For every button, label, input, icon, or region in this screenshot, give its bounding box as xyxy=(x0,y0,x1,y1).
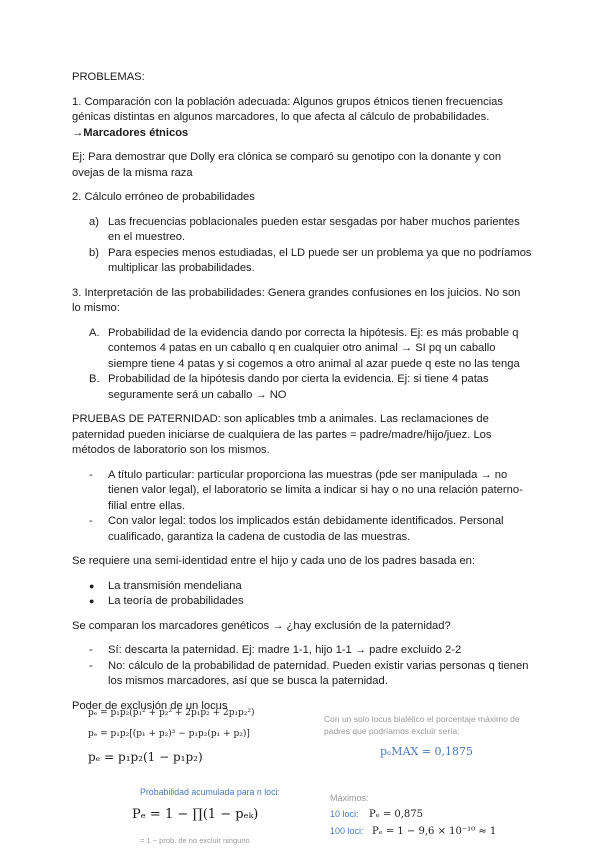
problem-3-list xyxy=(72,326,532,404)
max-10-loci: 10 loci: Pₑ = 0,875 xyxy=(330,809,424,820)
list-item: ● La teoría de probabilidades xyxy=(89,595,244,607)
max-100-loci: 100 loci: Pₑ = 1 − 9,6 × 10⁻¹⁰ ≈ 1 xyxy=(330,826,497,837)
semi-identity: Se requiere una semi-identidad entre el hijo y cada uno de los padres basada en: xyxy=(72,555,476,567)
problem-2-list xyxy=(72,215,532,277)
section-title: PROBLEMAS: xyxy=(72,71,145,83)
compare-list xyxy=(72,643,532,690)
problem-3: 3. Interpretación de las probabilidades: Genera grandes confusiones en los juicios. No son lo mismo: xyxy=(72,286,521,314)
list-item: B. Probabilidad de la hipótesis dando por cierta la evidencia. Ej: si tiene 4 patas seguramente será un caballo → NO xyxy=(89,373,489,401)
bullet-list xyxy=(72,579,532,610)
accumulated-equation: Pₑ = 1 − ∏(1 − pₑₖ) xyxy=(132,807,259,822)
list-item: b) Para especies menos estudiadas, el LD puede ser un problema ya que no podríamos multiplicar las probabilidades. xyxy=(89,246,532,274)
problem-1-example: Ej: Para demostrar que Dolly era clónica se comparó su genotipo con la donante y con ovejas de la misma raza xyxy=(72,151,502,179)
accumulated-title: Probabilidad acumulada para n loci: xyxy=(140,787,280,797)
exclusion-power-title: Poder de exclusión de un locus xyxy=(72,699,228,712)
equation-3: pₑ = p₁p₂(1 − p₁p₂) xyxy=(88,750,203,764)
problem-1-keyword: →Marcadores étnicos xyxy=(72,126,189,139)
list-item: - Con valor legal: todos los implicados están debidamente identificados. Personal cualificado, garantiza la cadena de custodia de las muestras. xyxy=(89,515,504,543)
problem-2: 2. Cálculo erróneo de probabilidades xyxy=(72,191,255,203)
list-item: a) Las frecuencias poblacionales pueden estar sesgadas por haber muchos parientes en el muestreo. xyxy=(89,215,520,243)
list-item: ● La transmisión mendeliana xyxy=(89,579,242,592)
list-item: - No: cálculo de la probabilidad de paternidad. Pueden existir varias personas q tienen los mismos marcadores, así que se busca la paternidad. xyxy=(89,659,529,687)
single-locus-note: Con un solo locus bialélico el porcentaje máximo de padres que podríamos excluir sería: xyxy=(324,714,520,736)
list-item: - Sí: descarta la paternidad. Ej: madre 1-1, hijo 1-1 → padre excluido 2-2 xyxy=(89,644,462,656)
list-item: A. Probabilidad de la evidencia dando por correcta la hipótesis. Ej: es más probable q contemos 4 patas en un caballo q en cualquier otro animal → SI pq un caballo siempre tiene 4 patas y si cogemos a otro animal al azar puede q este no las tenga xyxy=(89,326,520,370)
paternity-list xyxy=(72,468,532,546)
maximums-title: Máximos: xyxy=(330,793,369,803)
pmax-value: pₑMAX = 0,1875 xyxy=(380,745,474,758)
accumulated-note: = 1 − prob. de no excluir ninguno xyxy=(140,836,250,845)
paternity-intro: PRUEBAS DE PATERNIDAD: son aplicables tmb a animales. Las reclamaciones de paternidad pueden iniciarse de cualquiera de las partes = padre/madre/hijo/juez. Los métodos de laboratorio son los mismos. xyxy=(72,413,492,456)
equation-2: pₑ = p₁p₂[(p₁ + p₂)³ − p₁p₂(p₁ + p₂)] xyxy=(88,729,250,739)
problem-1: 1. Comparación con la población adecuada: Algunos grupos étnicos tienen frecuencias génicas distintas en algunos marcadores, lo que afecta al cálculo de probabilidades. xyxy=(72,95,504,123)
document-page xyxy=(72,70,532,714)
equation-1: pₑ = p₁p₂(p₁² + p₂² + 2p₁p₂ + 2p₁p₂²) xyxy=(88,708,255,718)
list-item: - A título particular: particular proporciona las muestras (pde ser manipulada → no tienen valor legal), el laboratorio se limita a indicar si hay o no una relación paterno-filial entre ellas. xyxy=(89,468,523,512)
markers-compare: Se comparan los marcadores genéticos → ¿hay exclusión de la paternidad? xyxy=(72,619,451,632)
